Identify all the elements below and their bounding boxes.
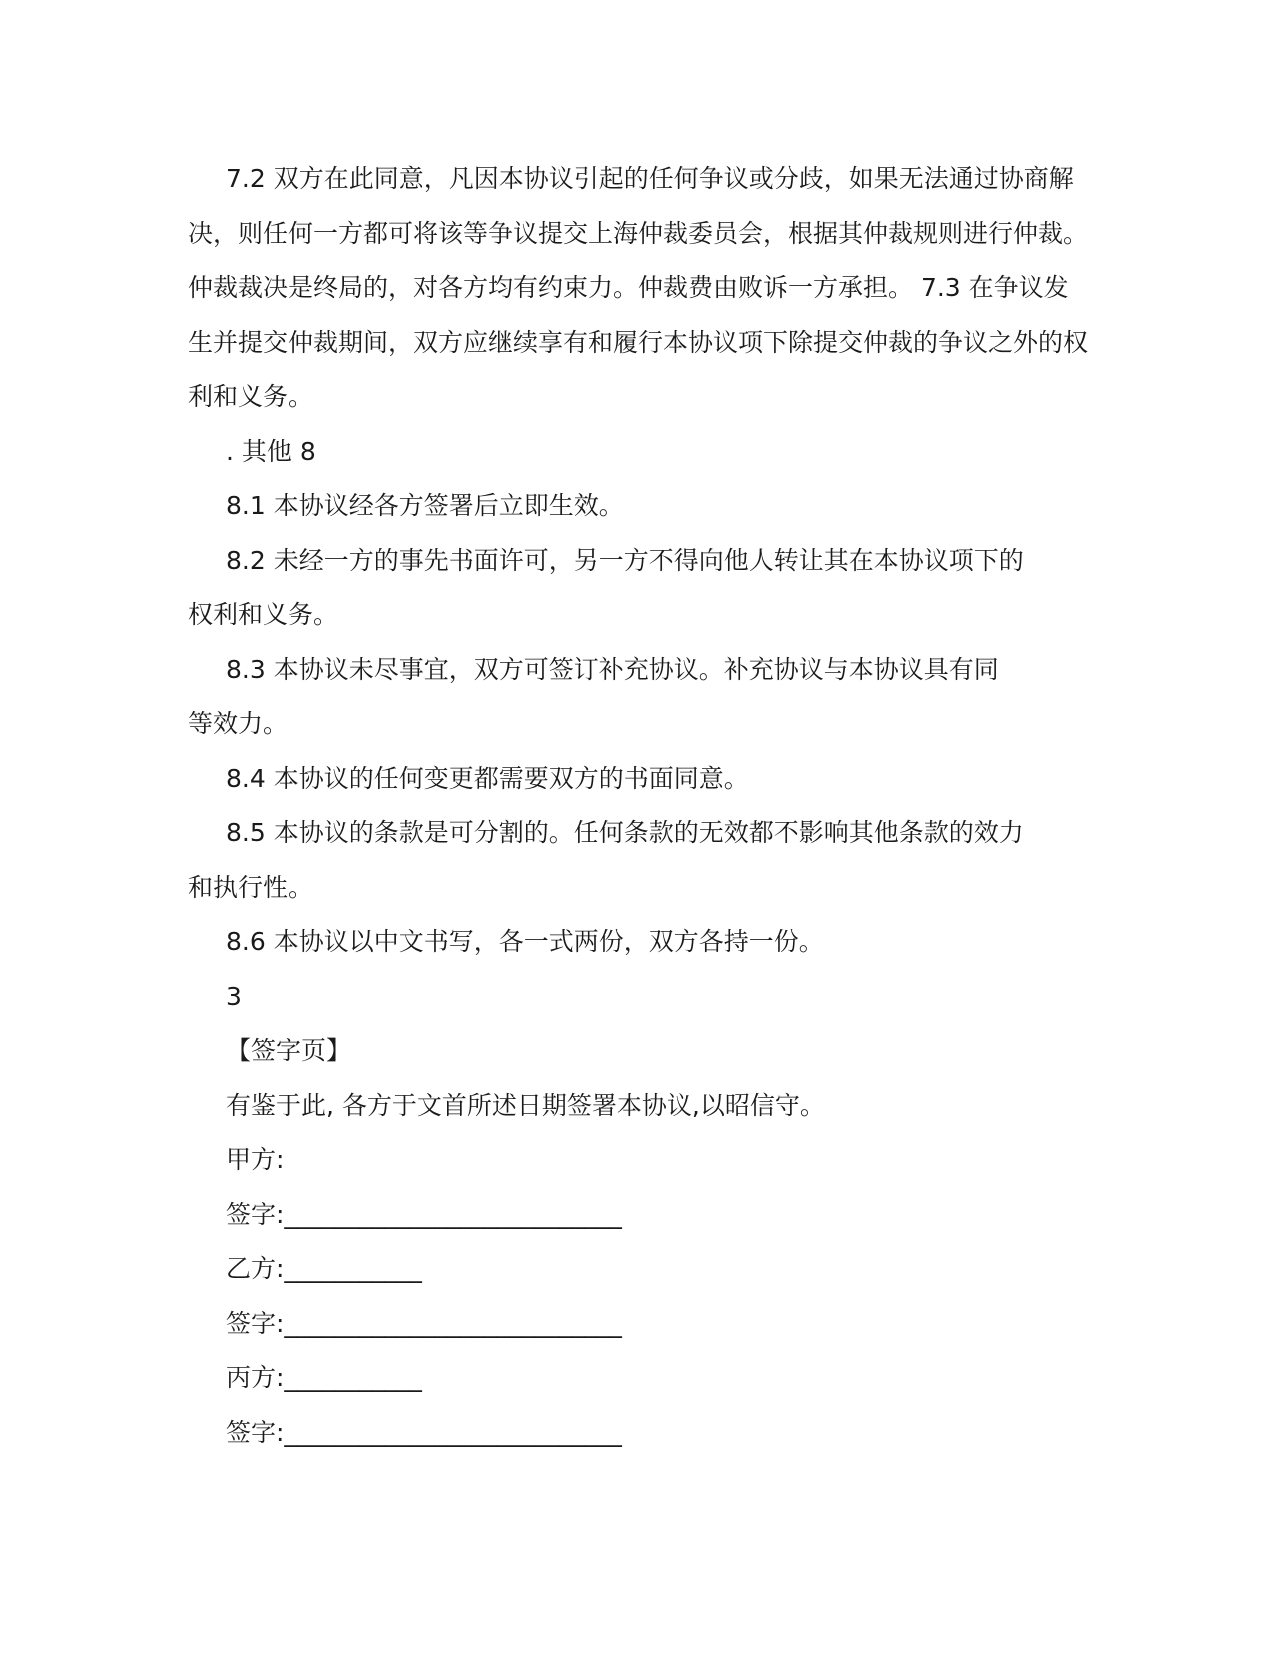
clause-8-4-paragraph: 8.4 本协议的任何变更都需要双方的书面同意。 — [226, 763, 749, 793]
party-b-signature-line: 签字:___________________________ — [226, 1308, 622, 1338]
party-a-label: 甲方: — [226, 1145, 285, 1174]
clause-8-3-paragraph: 8.3 本协议未尽事宜，双方可签订补充协议。补充协议与本协议具有同等效力。 — [188, 654, 999, 738]
signature-intro: 有鉴于此, 各方于文首所述日期签署本协议,以昭信守。 — [226, 1090, 825, 1120]
clause-8-5-paragraph: 8.5 本协议的条款是可分割的。任何条款的无效都不影响其他条款的效力和执行性。 — [188, 818, 1024, 902]
clause-8-6-paragraph: 8.6 本协议以中文书写，各一式两份，双方各持一份。 — [226, 927, 824, 956]
clause-8-1-paragraph: 8.1 本协议经各方签署后立即生效。 — [226, 491, 624, 520]
party-c-label: 丙方:___________ — [226, 1363, 422, 1392]
signature-page-title: 【签字页】 — [226, 1036, 352, 1065]
clause-8-2-paragraph: 8.2 未经一方的事先书面许可，另一方不得向他人转让其在本协议项下的权利和义务。 — [188, 545, 1024, 629]
agreement-body — [188, 152, 1088, 1460]
party-b-label: 乙方:___________ — [226, 1254, 422, 1283]
party-c-signature-line: 签字:___________________________ — [226, 1417, 622, 1447]
party-a-signature-line: 签字:___________________________ — [226, 1199, 622, 1229]
clause-7-2-paragraph: 7.2 双方在此同意，凡因本协议引起的任何争议或分歧，如果无法通过协商解决，则任何一方都可将该等争议提交上海仲裁委员会，根据其仲裁规则进行仲裁。仲裁裁决是终局的，对各方均有约束力。仲裁费由败诉一方承担。 7.3 在争议发生并提交仲裁期间，双方应继续享有和履行本协议项下除提交仲裁的争议之外的权利和义务。 — [188, 164, 1089, 411]
page-number: 3 — [226, 981, 242, 1011]
clause-8-heading: . 其他 8 — [226, 436, 316, 466]
